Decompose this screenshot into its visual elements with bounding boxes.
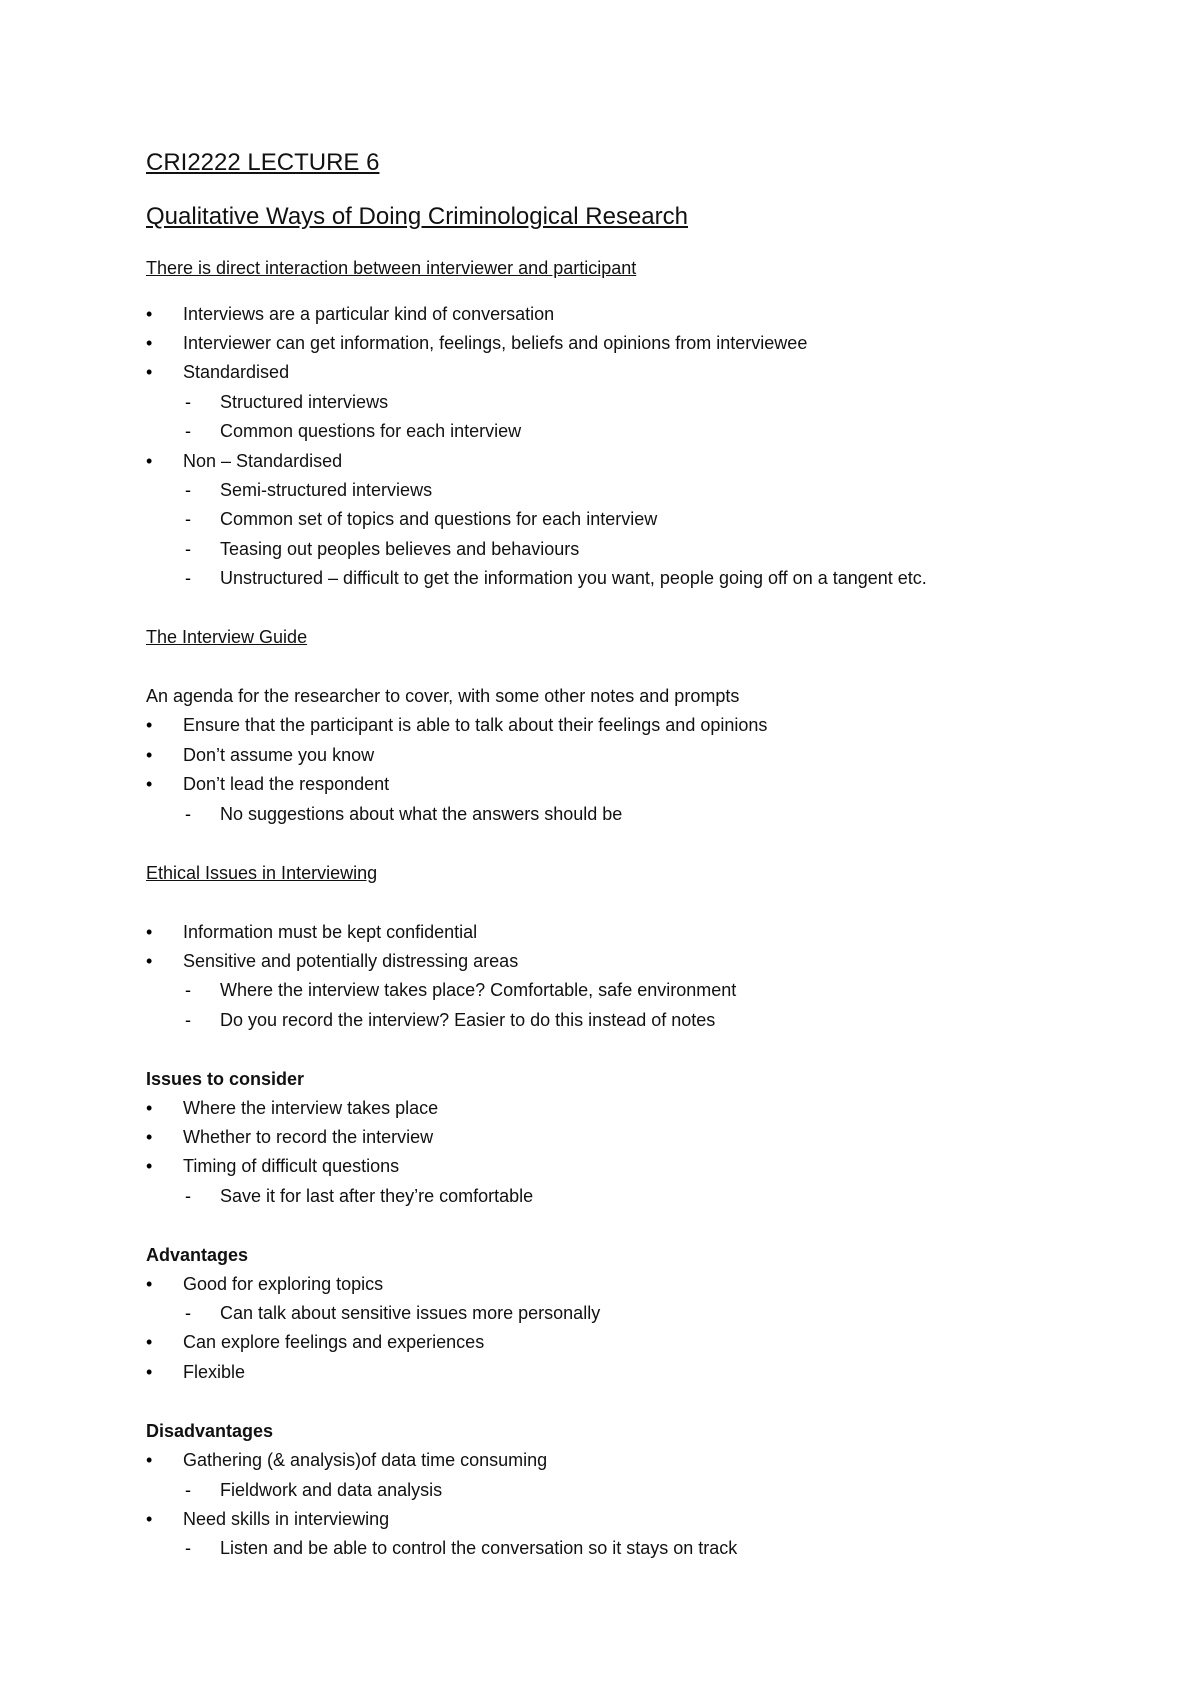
section-heading-disadvantages: Disadvantages — [146, 1421, 274, 1441]
sub-list-item: Common set of topics and questions for each interview — [220, 509, 658, 529]
bullet-marker: • — [146, 304, 153, 324]
list-item: Non – Standardised — [183, 451, 343, 471]
list-item: Good for exploring topics — [183, 1274, 384, 1294]
bullet-marker: • — [146, 922, 153, 942]
dash-marker: - — [185, 539, 191, 559]
bullet-marker: • — [146, 715, 153, 735]
sub-list-item: Fieldwork and data analysis — [220, 1480, 443, 1500]
dash-marker: - — [185, 1538, 191, 1558]
bullet-marker: • — [146, 1156, 153, 1176]
bullet-marker: • — [146, 451, 153, 471]
list-item: Interviewer can get information, feelings, beliefs and opinions from interviewee — [183, 333, 808, 353]
bullet-marker: • — [146, 362, 153, 382]
bullet-marker: • — [146, 1362, 153, 1382]
dash-marker: - — [185, 1186, 191, 1206]
bullet-marker: • — [146, 1332, 153, 1352]
page-subtitle: Qualitative Ways of Doing Criminological Research — [146, 203, 688, 230]
list-item: Gathering (& analysis)of data time consuming — [183, 1450, 548, 1470]
dash-marker: - — [185, 804, 191, 824]
dash-marker: - — [185, 1010, 191, 1030]
list-item: Need skills in interviewing — [183, 1509, 390, 1529]
list-item: Don’t assume you know — [183, 745, 375, 765]
list-item: Timing of difficult questions — [183, 1156, 400, 1176]
bullet-marker: • — [146, 1509, 153, 1529]
sub-list-item: Where the interview takes place? Comfortable, safe environment — [220, 980, 737, 1000]
list-item: Don’t lead the respondent — [183, 774, 390, 794]
dash-marker: - — [185, 421, 191, 441]
list-item: Where the interview takes place — [183, 1098, 439, 1118]
sub-list-item: Save it for last after they’re comfortable — [220, 1186, 534, 1206]
bullet-marker: • — [146, 1450, 153, 1470]
bullet-marker: • — [146, 745, 153, 765]
list-item: Information must be kept confidential — [183, 922, 478, 942]
bullet-marker: • — [146, 1274, 153, 1294]
section-heading-issues-to-consider: Issues to consider — [146, 1069, 305, 1089]
section-heading-interaction: There is direct interaction between interviewer and participant — [146, 258, 637, 278]
sub-list-item: Semi-structured interviews — [220, 480, 433, 500]
section-heading-ethical-issues: Ethical Issues in Interviewing — [146, 863, 378, 883]
sub-list-item: Do you record the interview? Easier to do this instead of notes — [220, 1010, 716, 1030]
dash-marker: - — [185, 980, 191, 1000]
dash-marker: - — [185, 480, 191, 500]
bullet-marker: • — [146, 1127, 153, 1147]
bullet-marker: • — [146, 1098, 153, 1118]
dash-marker: - — [185, 568, 191, 588]
sub-list-item: Unstructured – difficult to get the information you want, people going off on a tangent etc. — [220, 568, 927, 588]
list-item: Interviews are a particular kind of conversation — [183, 304, 555, 324]
sub-list-item: Common questions for each interview — [220, 421, 522, 441]
list-item: Flexible — [183, 1362, 246, 1382]
list-item: Sensitive and potentially distressing areas — [183, 951, 519, 971]
sub-list-item: Teasing out peoples believes and behaviours — [220, 539, 580, 559]
section-heading-advantages: Advantages — [146, 1245, 249, 1265]
bullet-marker: • — [146, 333, 153, 353]
paragraph: An agenda for the researcher to cover, with some other notes and prompts — [146, 686, 740, 706]
page-title: CRI2222 LECTURE 6 — [146, 149, 380, 176]
dash-marker: - — [185, 1480, 191, 1500]
section-heading-interview-guide: The Interview Guide — [146, 627, 308, 647]
dash-marker: - — [185, 1303, 191, 1323]
sub-list-item: Structured interviews — [220, 392, 389, 412]
bullet-marker: • — [146, 774, 153, 794]
sub-list-item: Listen and be able to control the conversation so it stays on track — [220, 1538, 738, 1558]
list-item: Ensure that the participant is able to talk about their feelings and opinions — [183, 715, 768, 735]
dash-marker: - — [185, 509, 191, 529]
bullet-marker: • — [146, 951, 153, 971]
sub-list-item: Can talk about sensitive issues more personally — [220, 1303, 601, 1323]
list-item: Can explore feelings and experiences — [183, 1332, 485, 1352]
dash-marker: - — [185, 392, 191, 412]
sub-list-item: No suggestions about what the answers should be — [220, 804, 623, 824]
list-item: Standardised — [183, 362, 290, 382]
list-item: Whether to record the interview — [183, 1127, 434, 1147]
